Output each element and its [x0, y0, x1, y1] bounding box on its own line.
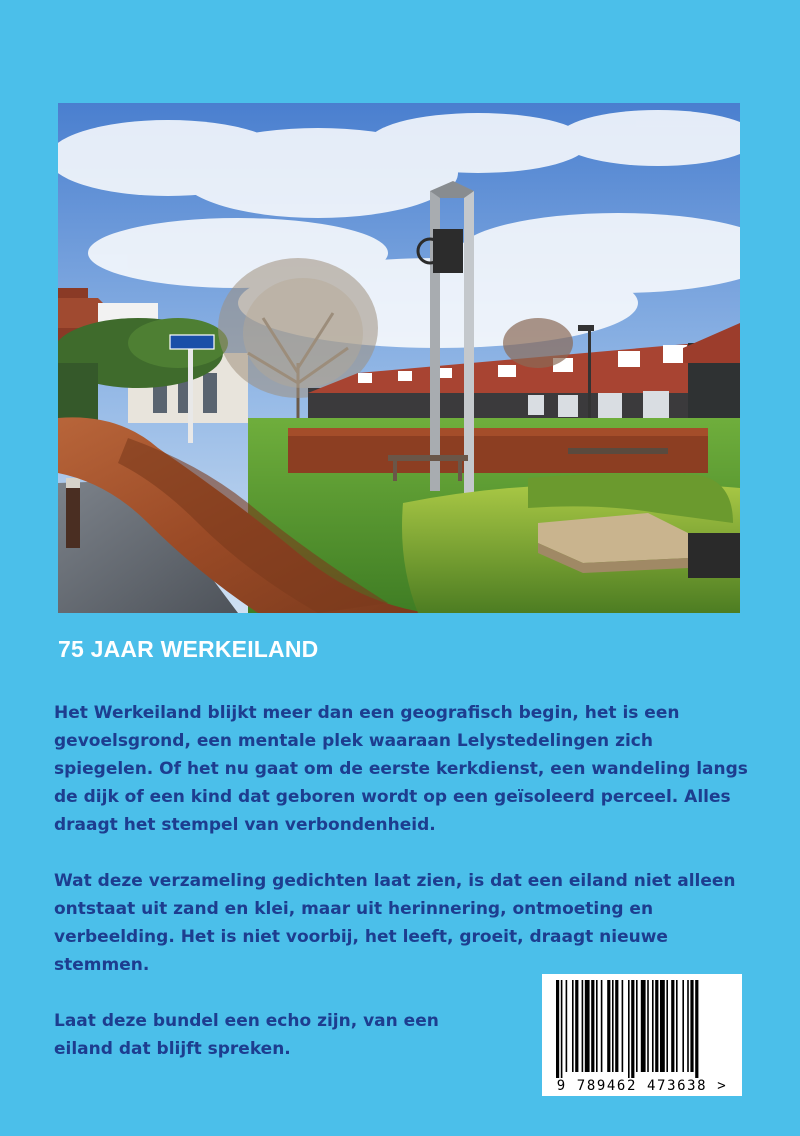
barcode-bar: [612, 980, 614, 1072]
paragraph-2: Wat deze verzameling gedichten laat zien, is dat een eiland niet alleen ontstaat uit zand en klei, maar uit herinnering, ontmoeting en verbeelding. Het is niet voorbij, het leeft, groeit, draagt nieuwe stemmen.: [54, 871, 736, 975]
barcode-bar: [641, 980, 646, 1072]
barcode-bar: [690, 980, 693, 1072]
section-title: 75 JAAR WERKEILAND: [58, 636, 319, 662]
barcode-bar: [652, 980, 654, 1072]
barcode-bar: [628, 980, 630, 1078]
barcode-bar: [676, 980, 678, 1072]
barcode-bar: [561, 980, 563, 1078]
barcode-bar: [556, 980, 559, 1078]
paragraph-1: Het Werkeiland blijkt meer dan een geografisch begin, het is een gevoelsgrond, een mentale plek waaraan Lelystedelingen zich spiegelen. Of het nu gaat om de eerste kerkdienst, een wandeling langs de dijk of een kind dat geboren wordt op een geïsoleerd perceel. Alles draagt het stempel van verbondenheid.: [54, 703, 748, 835]
barcode-bar: [631, 980, 634, 1078]
barcode-bar: [687, 980, 689, 1072]
barcode-bar: [585, 980, 590, 1072]
barcode-bar: [671, 980, 674, 1072]
barcode-bar: [572, 980, 574, 1072]
cover-photo: [58, 103, 740, 613]
barcode-bar: [615, 980, 618, 1072]
barcode-bar: [647, 980, 649, 1072]
barcode-bar: [596, 980, 598, 1072]
barcode-bar: [682, 980, 684, 1072]
barcode-bar: [655, 980, 658, 1072]
barcode-bar: [591, 980, 594, 1072]
barcode-bar: [660, 980, 665, 1072]
barcode-bar: [575, 980, 578, 1072]
isbn-barcode: [542, 974, 742, 1096]
barcode-bar: [666, 980, 668, 1072]
barcode-bar: [636, 980, 638, 1072]
barcode-bar: [582, 980, 584, 1072]
isbn-digits: 9 789462 473638 >: [556, 1078, 728, 1094]
barcode-bar: [622, 980, 624, 1072]
barcode-bar: [695, 980, 698, 1078]
closing-paragraph: Laat deze bundel een echo zijn, van een eiland dat blijft spreken.: [54, 1011, 439, 1059]
barcode-bar: [601, 980, 603, 1072]
barcode-bar: [566, 980, 568, 1072]
barcode-bar: [607, 980, 610, 1072]
